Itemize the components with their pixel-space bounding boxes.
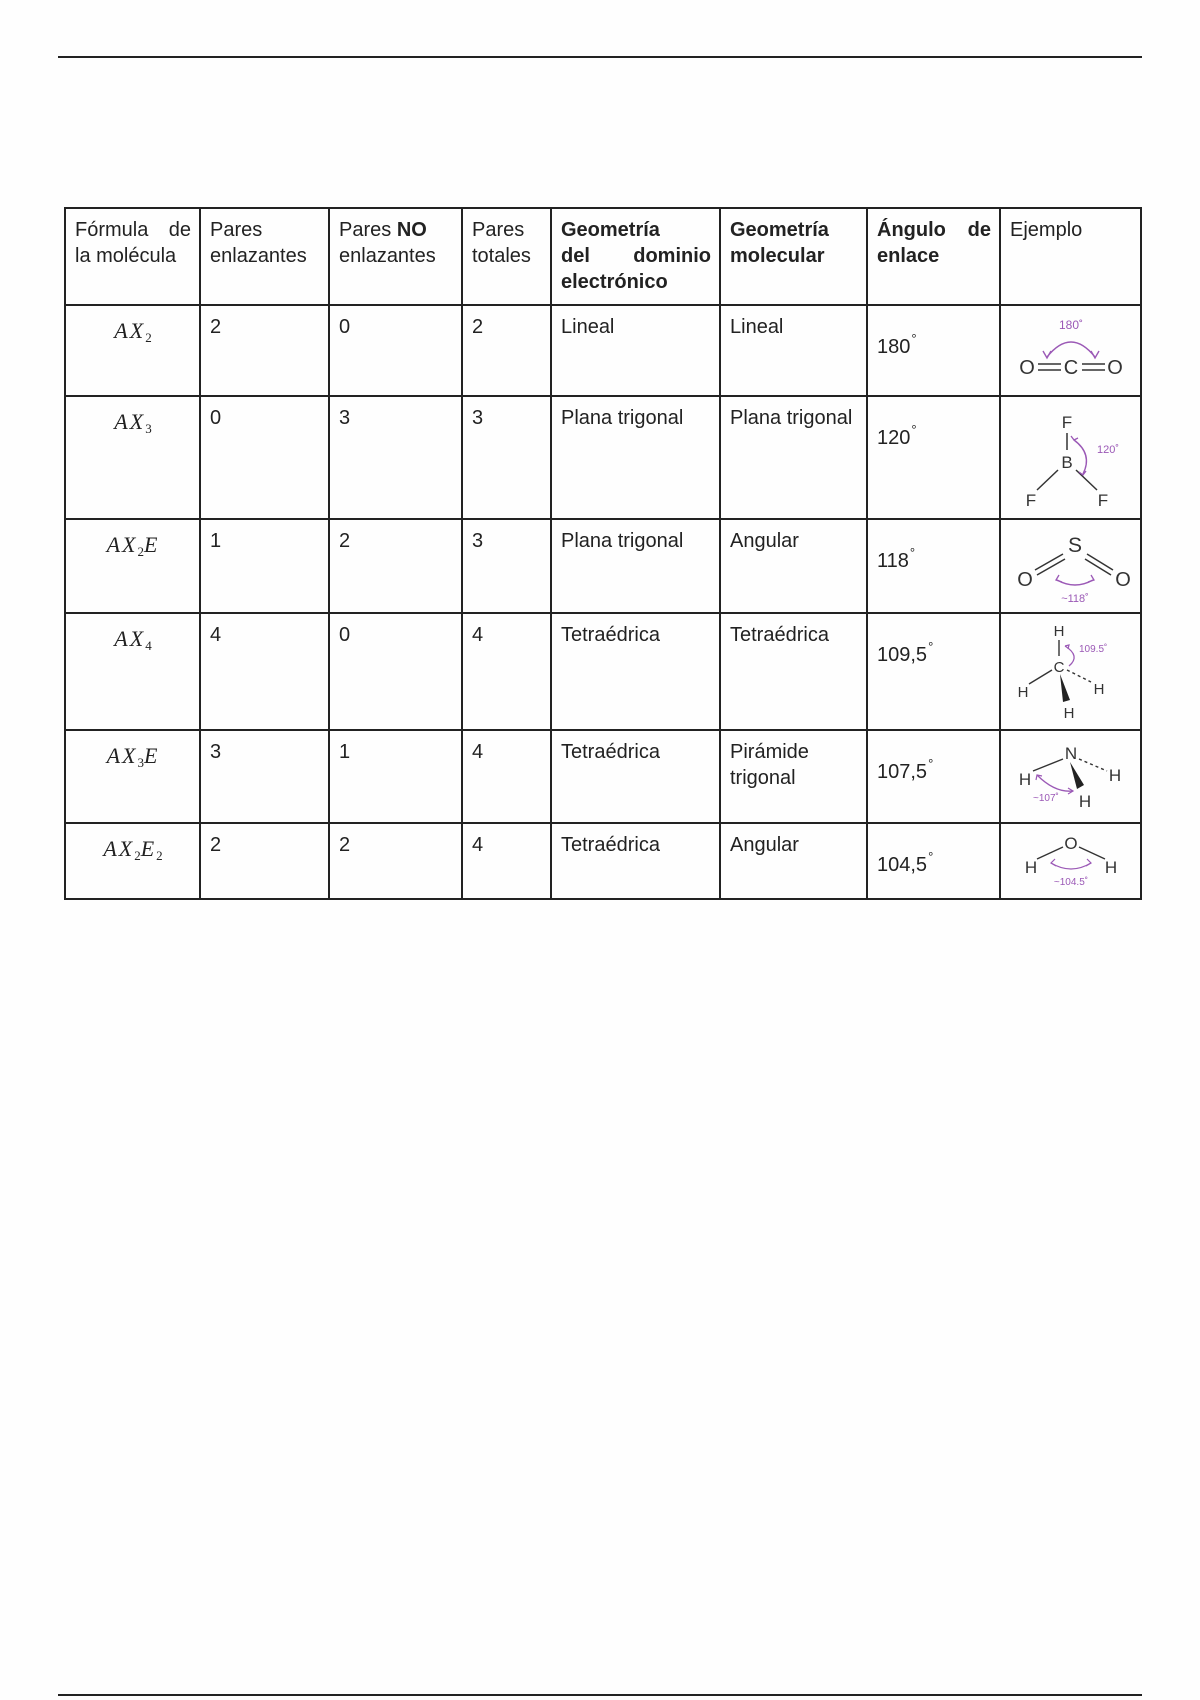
atom-label: H (1093, 680, 1104, 698)
bf3-molecule-diagram (1007, 402, 1135, 514)
degree-symbol: ° (928, 639, 934, 654)
molecular-geometry-cell: Lineal (720, 305, 867, 396)
ch4-molecule-diagram (1007, 618, 1135, 726)
bonding-pairs-cell: 1 (200, 519, 329, 613)
header-nonbonding-line2: enlazantes (339, 245, 436, 267)
angle-label: 109.5˚ (1078, 643, 1107, 655)
bond-angle-value: 104,5 (877, 854, 928, 876)
header-formula (65, 208, 200, 305)
angle-label: ~104.5˚ (1053, 877, 1088, 888)
bond-angle-value: 107,5 (877, 761, 928, 783)
bond-angle-cell (867, 396, 1000, 519)
atom-label: H (1108, 765, 1121, 785)
molecular-geometry-cell: Plana trigonal (720, 396, 867, 519)
degree-symbol: ° (928, 849, 934, 864)
angle-label: 120˚ (1096, 443, 1119, 456)
bond-angle-value: 109,5 (877, 644, 928, 666)
bond-angle-cell (867, 730, 1000, 823)
header-example: Ejemplo (1000, 208, 1141, 305)
bonding-pairs-cell: 4 (200, 613, 329, 730)
atom-label: F (1061, 412, 1072, 432)
electronic-geometry-cell: Tetraédrica (551, 823, 720, 899)
degree-symbol: ° (911, 422, 917, 437)
bonding-pairs-cell: 3 (200, 730, 329, 823)
formula: $AX_3E$ (106, 743, 160, 770)
bond-angle-cell (867, 305, 1000, 396)
bonding-pairs-cell: 0 (200, 396, 329, 519)
bonding-pairs-cell: 2 (200, 305, 329, 396)
atom-label: H (1024, 858, 1037, 877)
header-angle-line1: Ángulo de (877, 219, 991, 241)
header-total (462, 208, 551, 305)
atom-label: H (1104, 858, 1117, 877)
formula-cell (65, 730, 200, 823)
total-pairs-cell: 2 (462, 305, 551, 396)
atom-label: F (1097, 490, 1108, 510)
total-pairs-cell: 3 (462, 396, 551, 519)
header-bonding-line1: Pares (210, 219, 263, 241)
example-cell (1000, 823, 1141, 899)
formula: $AX_2E_2$ (103, 836, 163, 863)
angle-label: 180˚ (1058, 317, 1083, 332)
vsepr-table (64, 207, 1142, 900)
bond-angle-value: 120 (877, 427, 911, 449)
header-molecular-line2: molecular (730, 245, 825, 267)
example-cell (1000, 519, 1141, 613)
bond-angle-cell (867, 823, 1000, 899)
formula: $AX_4$ (114, 626, 152, 653)
table-row (65, 613, 1141, 730)
header-electronic-line3: electrónico (561, 271, 668, 293)
example-cell (1000, 613, 1141, 730)
atom-label: H (1063, 704, 1074, 722)
header-nonbonding-bold: NO (396, 219, 427, 241)
atom-label: O (1018, 356, 1035, 379)
header-rule (58, 56, 1142, 58)
atom-label: N (1064, 743, 1077, 763)
nonbonding-pairs-cell: 2 (329, 823, 462, 899)
formula-cell (65, 396, 200, 519)
table-row (65, 519, 1141, 613)
header-electronic-line1: Geometría (561, 219, 660, 241)
bond-angle-value: 118 (877, 550, 909, 572)
total-pairs-cell: 3 (462, 519, 551, 613)
table-row (65, 823, 1141, 899)
atom-label: H (1018, 769, 1031, 789)
atom-label: C (1063, 356, 1078, 379)
formula: $AX_3$ (114, 409, 152, 436)
co2-molecule-diagram (1007, 311, 1135, 391)
atom-label: O (1016, 569, 1033, 591)
header-bonding (200, 208, 329, 305)
footer-rule (58, 1694, 1142, 1696)
electronic-geometry-cell: Plana trigonal (551, 396, 720, 519)
header-angle-line2: enlace (877, 245, 940, 267)
formula: $AX_2E$ (106, 532, 160, 559)
atom-label: H (1017, 683, 1028, 701)
header-total-line1: Pares (472, 219, 525, 241)
atom-label: O (1063, 834, 1078, 853)
h2o-molecule-diagram (1007, 827, 1135, 895)
bonding-pairs-cell: 2 (200, 823, 329, 899)
molecular-geometry-cell: Pirámide trigonal (720, 730, 867, 823)
bond-angle-cell (867, 519, 1000, 613)
formula-cell (65, 305, 200, 396)
degree-symbol: ° (928, 756, 934, 771)
header-molecular-line1: Geometría (730, 219, 829, 241)
atom-label: F (1025, 490, 1036, 510)
nonbonding-pairs-cell: 0 (329, 613, 462, 730)
header-row (65, 208, 1141, 305)
header-electronic (551, 208, 720, 305)
header-angle (867, 208, 1000, 305)
so2-molecule-diagram (1007, 524, 1135, 608)
header-formula-line1: Fórmula de (75, 219, 191, 241)
table-row (65, 396, 1141, 519)
example-cell (1000, 396, 1141, 519)
atom-label: H (1078, 791, 1091, 811)
formula-cell (65, 613, 200, 730)
molecular-geometry-cell: Tetraédrica (720, 613, 867, 730)
electronic-geometry-cell: Tetraédrica (551, 613, 720, 730)
header-formula-line2: la molécula (75, 245, 177, 267)
header-bonding-line2: enlazantes (210, 245, 307, 267)
nonbonding-pairs-cell: 2 (329, 519, 462, 613)
nonbonding-pairs-cell: 3 (329, 396, 462, 519)
degree-symbol: ° (909, 545, 916, 560)
electronic-geometry-cell: Lineal (551, 305, 720, 396)
formula-cell (65, 519, 200, 613)
nonbonding-pairs-cell: 0 (329, 305, 462, 396)
electronic-geometry-cell: Plana trigonal (551, 519, 720, 613)
header-electronic-line2: del dominio (561, 245, 711, 267)
angle-label: ~118˚ (1060, 593, 1089, 605)
atom-label: C (1053, 658, 1064, 676)
formula: $AX_2$ (114, 318, 152, 345)
atom-label: O (1106, 356, 1123, 379)
table-row (65, 305, 1141, 396)
total-pairs-cell: 4 (462, 730, 551, 823)
nh3-molecule-diagram (1007, 735, 1135, 819)
header-nonbonding-line1 (339, 217, 453, 243)
formula-cell (65, 823, 200, 899)
table-row (65, 730, 1141, 823)
example-cell (1000, 305, 1141, 396)
header-nonbonding (329, 208, 462, 305)
header-nonbonding-pre: Pares (339, 219, 397, 241)
atom-label: H (1053, 622, 1064, 640)
atom-label: O (1114, 569, 1131, 591)
nonbonding-pairs-cell: 1 (329, 730, 462, 823)
angle-label: ~107˚ (1032, 792, 1059, 804)
molecular-geometry-cell: Angular (720, 823, 867, 899)
molecular-geometry-cell: Angular (720, 519, 867, 613)
degree-symbol: ° (911, 331, 917, 346)
example-cell (1000, 730, 1141, 823)
bond-angle-cell (867, 613, 1000, 730)
total-pairs-cell: 4 (462, 823, 551, 899)
atom-label: B (1060, 452, 1073, 472)
total-pairs-cell: 4 (462, 613, 551, 730)
atom-label: S (1067, 534, 1082, 557)
electronic-geometry-cell: Tetraédrica (551, 730, 720, 823)
header-molecular (720, 208, 867, 305)
bond-angle-value: 180 (877, 336, 911, 358)
header-total-line2: totales (472, 245, 531, 267)
